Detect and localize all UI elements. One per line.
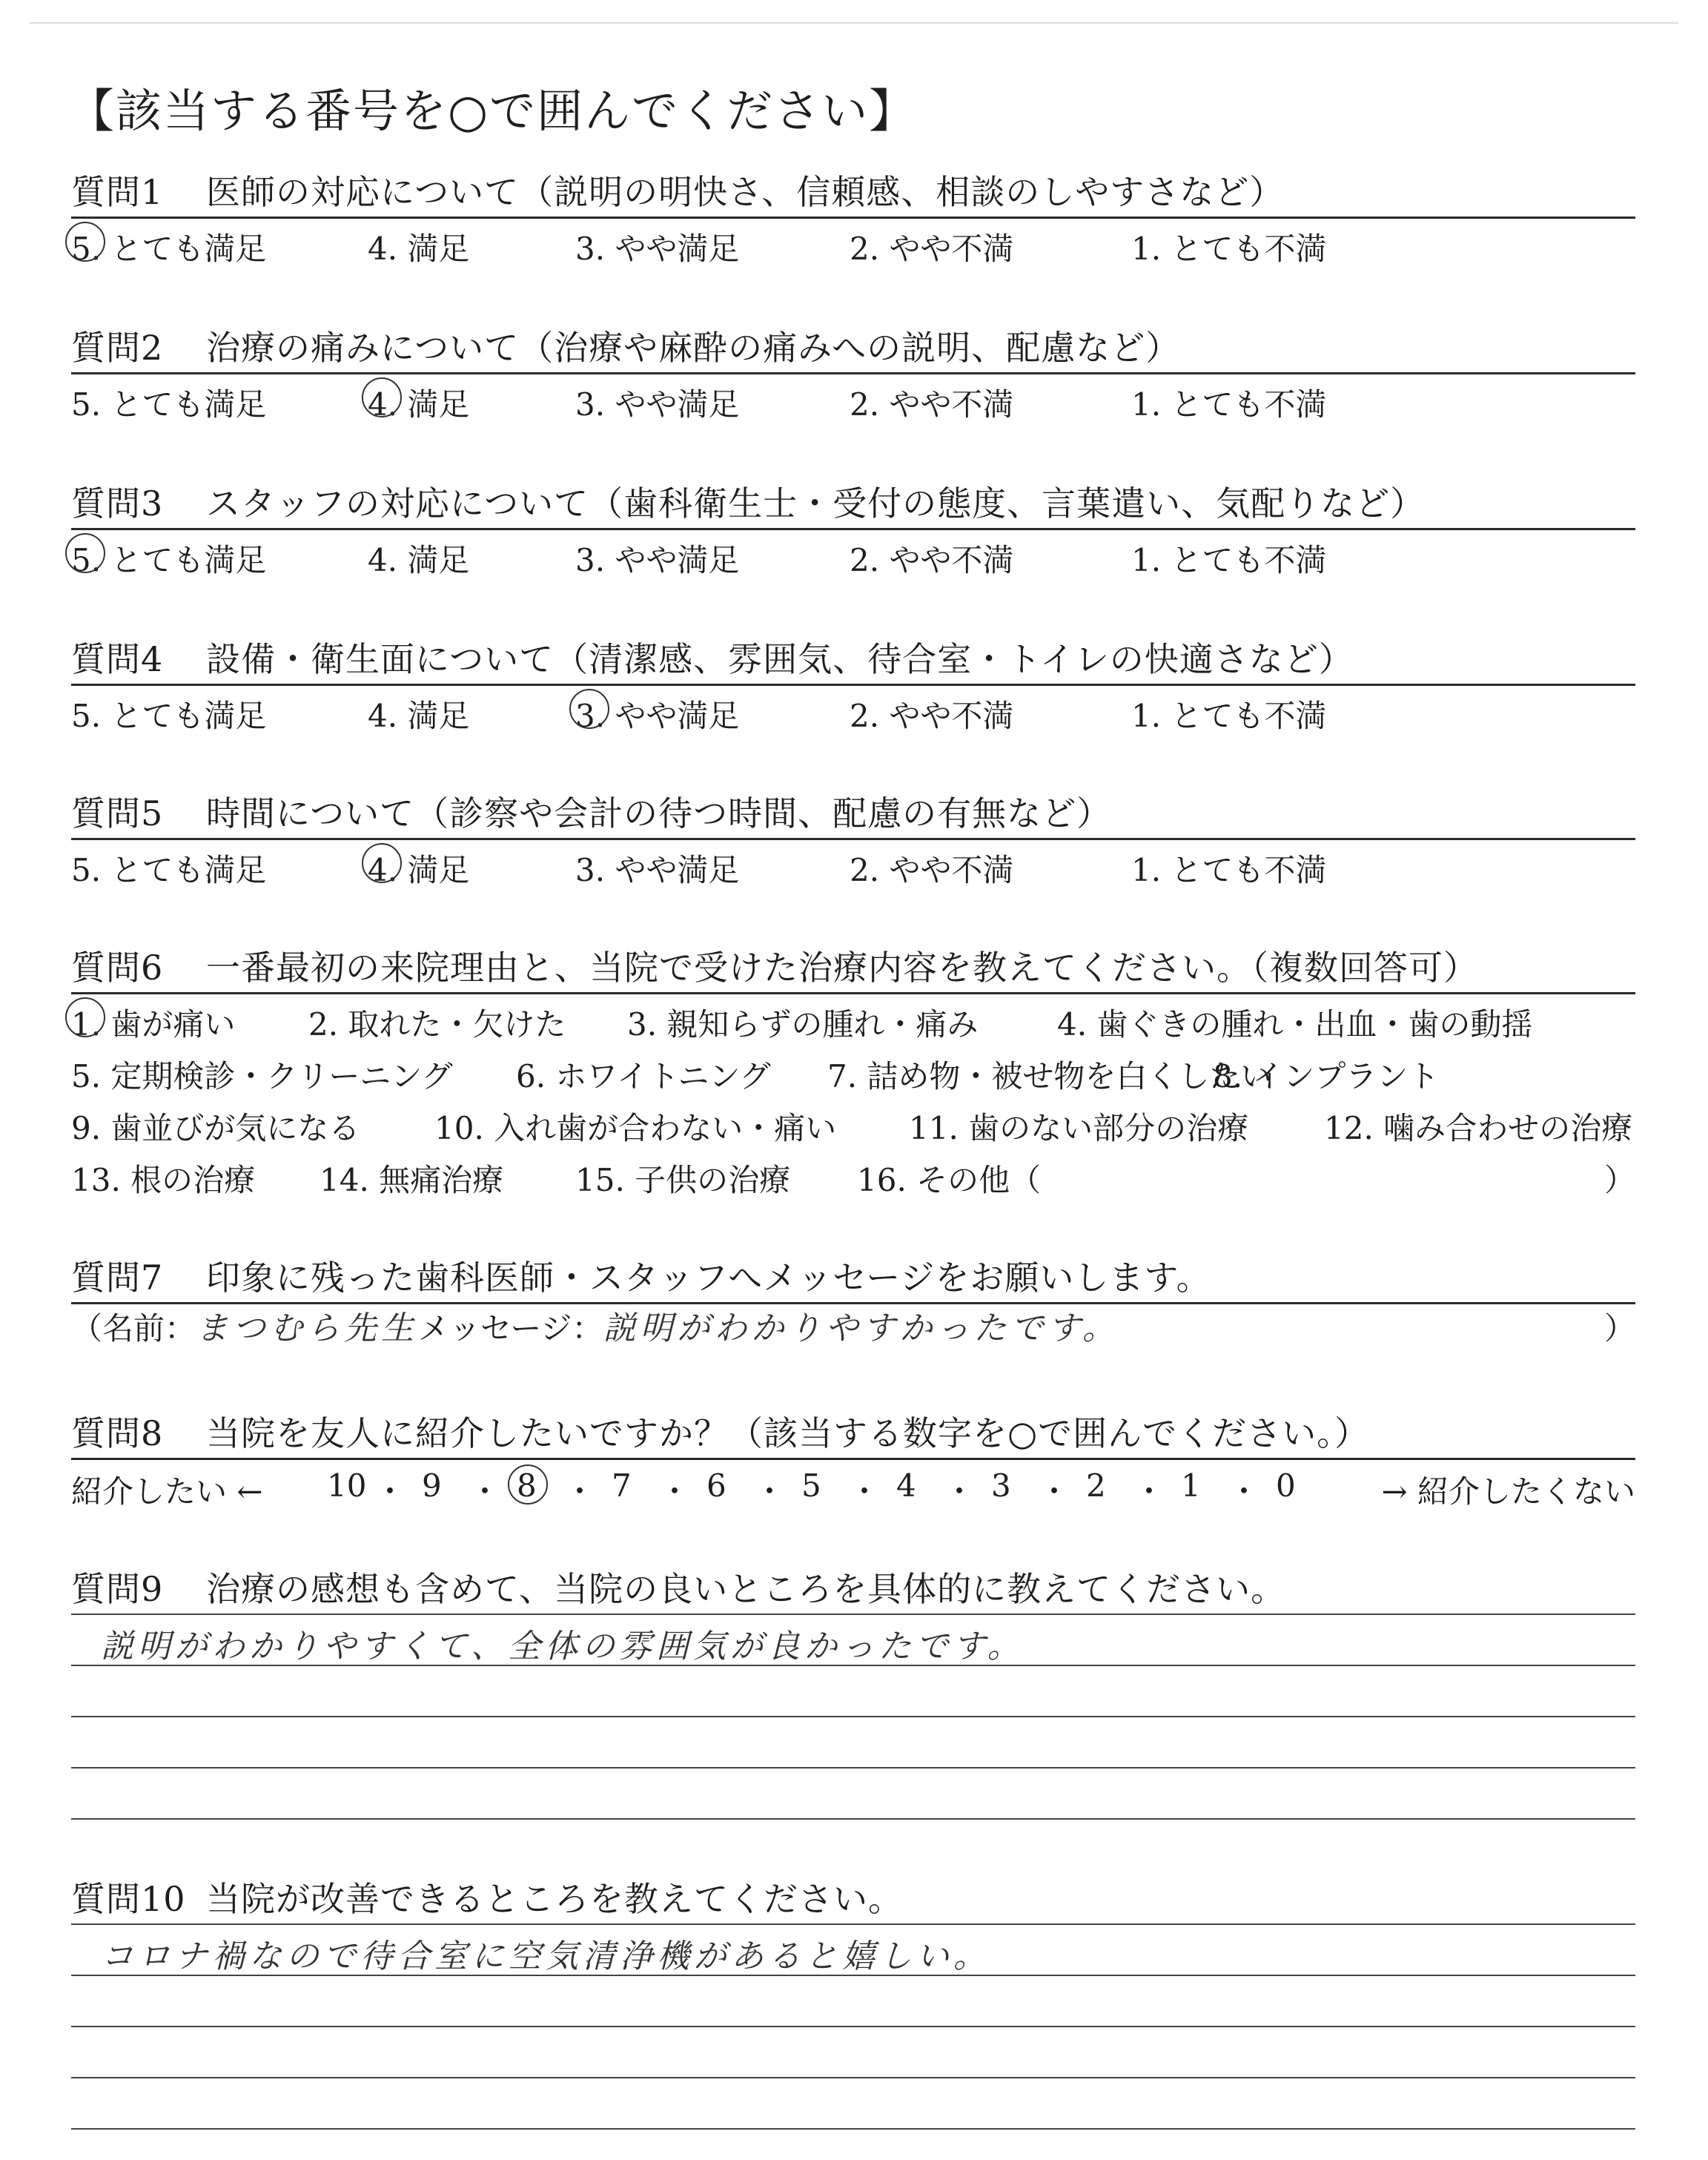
rating-option-label: 5. とても満足 bbox=[71, 231, 267, 267]
rating-option[interactable] bbox=[575, 380, 739, 425]
question-text: 当院を友人に紹介したいですか？（該当する数字を○で囲んでください。） bbox=[206, 1413, 1370, 1453]
rating-option-label: 1. とても不満 bbox=[1131, 231, 1327, 267]
scale-value[interactable]: 2 bbox=[1086, 1467, 1106, 1504]
question-text: 一番最初の来院理由と、当院で受けた治療内容を教えてください。（複数回答可） bbox=[206, 948, 1478, 988]
reason-option-label: 5. 定期検診・クリーニング bbox=[71, 1058, 453, 1094]
recommend-scale bbox=[71, 1460, 1635, 1512]
question-text: スタッフの対応について（歯科衛生士・受付の態度、言葉遣い、気配りなど） bbox=[206, 483, 1426, 524]
rating-option[interactable] bbox=[71, 380, 266, 425]
selected-circle-mark bbox=[65, 533, 105, 573]
answer-line-3[interactable] bbox=[71, 1717, 1635, 1768]
rating-option-label: 4. 満足 bbox=[368, 386, 470, 423]
reason-option-label: 16. その他（ bbox=[857, 1162, 1042, 1198]
rating-option[interactable] bbox=[1131, 380, 1326, 425]
selected-circle-mark bbox=[362, 377, 402, 417]
question-6 bbox=[71, 943, 1635, 1217]
rating-option-label: 2. やや不満 bbox=[850, 542, 1014, 578]
reason-option[interactable] bbox=[71, 1104, 360, 1149]
selected-circle-mark bbox=[362, 843, 402, 883]
close-bracket: ） bbox=[1603, 1162, 1635, 1198]
rating-option[interactable] bbox=[1131, 692, 1326, 736]
message-label: メッセージ： bbox=[418, 1310, 603, 1347]
reason-option-label: 8. インプラント bbox=[1213, 1058, 1440, 1094]
question-number: 質問5 bbox=[71, 793, 164, 833]
scale-value[interactable]: 4 bbox=[896, 1467, 916, 1504]
reason-option-label: 13. 根の治療 bbox=[71, 1162, 256, 1198]
scale-separator: ・ bbox=[564, 1473, 596, 1510]
reason-option-label: 1. 歯が痛い bbox=[71, 1006, 236, 1043]
message-line[interactable] bbox=[71, 1304, 1635, 1353]
question-4 bbox=[71, 635, 1635, 735]
rating-option-label: 2. やや不満 bbox=[850, 231, 1014, 267]
reason-option[interactable] bbox=[827, 1052, 1271, 1097]
rating-option-label: 4. 満足 bbox=[368, 852, 470, 888]
reason-option[interactable] bbox=[308, 1000, 566, 1045]
scale-separator: ・ bbox=[944, 1473, 976, 1510]
rating-option[interactable] bbox=[575, 225, 739, 269]
handwritten-answer[interactable]: コロナ禍なので待合室に空気清浄機があると嬉しい。 bbox=[101, 1938, 990, 1975]
rating-option-label: 5. とても満足 bbox=[71, 542, 267, 578]
reason-option-label: 7. 詰め物・被せ物を白くしたい bbox=[827, 1058, 1272, 1094]
reason-option[interactable] bbox=[434, 1104, 836, 1149]
question-9 bbox=[71, 1565, 1635, 1820]
question-text: 当院が改善できるところを教えてください。 bbox=[206, 1879, 903, 1919]
question-1 bbox=[71, 168, 1635, 268]
reason-option[interactable] bbox=[516, 1052, 771, 1097]
reason-option[interactable] bbox=[71, 1000, 235, 1045]
reason-option-label: 3. 親知らずの腫れ・痛み bbox=[627, 1006, 979, 1043]
reason-option-label: 6. ホワイトニング bbox=[516, 1058, 771, 1094]
reason-option[interactable] bbox=[627, 1000, 978, 1045]
reason-option[interactable] bbox=[1213, 1052, 1439, 1097]
reason-option-label: 15. 子供の治療 bbox=[575, 1162, 791, 1198]
scale-separator: ・ bbox=[659, 1473, 691, 1510]
answer-line-2[interactable] bbox=[71, 1666, 1635, 1717]
reason-option-label: 11. 歯のない部分の治療 bbox=[909, 1110, 1249, 1146]
name-value[interactable]: まつむら先生 bbox=[196, 1309, 419, 1347]
rating-option[interactable] bbox=[850, 692, 1013, 736]
rating-option[interactable] bbox=[71, 536, 266, 581]
answer-line-1[interactable] bbox=[71, 1614, 1635, 1666]
scale-separator: ・ bbox=[1039, 1473, 1070, 1510]
reason-option[interactable] bbox=[1324, 1104, 1632, 1149]
rating-option-label: 5. とても満足 bbox=[71, 852, 267, 888]
question-text: 治療の感想も含めて、当院の良いところを具体的に教えてください。 bbox=[206, 1569, 1286, 1609]
rating-option-label: 4. 満足 bbox=[368, 698, 470, 734]
scale-value[interactable]: 5 bbox=[801, 1467, 821, 1504]
rating-option-label: 3. やや満足 bbox=[575, 852, 740, 888]
question-number: 質問7 bbox=[71, 1258, 164, 1298]
name-label: （名前： bbox=[71, 1310, 196, 1347]
reason-option[interactable] bbox=[71, 1052, 453, 1097]
reason-option-label: 9. 歯並びが気になる bbox=[71, 1110, 360, 1146]
scale-value[interactable]: 0 bbox=[1276, 1467, 1296, 1504]
rating-option[interactable] bbox=[368, 225, 469, 269]
selected-circle-mark bbox=[65, 997, 105, 1037]
rating-option[interactable] bbox=[368, 380, 469, 425]
rating-option-label: 4. 満足 bbox=[368, 542, 470, 578]
message-value[interactable]: 説明がわかりやすかったです。 bbox=[603, 1309, 1119, 1347]
question-number: 質問2 bbox=[71, 328, 164, 368]
answer-line-3[interactable] bbox=[71, 2027, 1635, 2078]
question-text: 設備・衛生面について（清潔感、雰囲気、待合室・トイレの快適さなど） bbox=[206, 639, 1354, 679]
reason-option-label: 14. 無痛治療 bbox=[320, 1162, 504, 1198]
answer-line-4[interactable] bbox=[71, 1768, 1635, 1820]
page-top-rule bbox=[30, 22, 1678, 24]
question-text: 治療の痛みについて（治療や麻酔の痛みへの説明、配慮など） bbox=[206, 328, 1181, 368]
reason-option[interactable] bbox=[71, 1156, 255, 1200]
rating-options bbox=[71, 374, 1635, 423]
rating-option[interactable] bbox=[850, 225, 1013, 269]
rating-option-label: 2. やや不満 bbox=[850, 852, 1014, 888]
question-number: 質問10 bbox=[71, 1879, 186, 1919]
question-5 bbox=[71, 789, 1635, 889]
question-text: 時間について（診察や会計の待つ時間、配慮の有無など） bbox=[206, 793, 1112, 833]
question-number: 質問3 bbox=[71, 483, 164, 524]
page-header: 【該当する番号を○で囲んでください】 bbox=[68, 84, 917, 138]
rating-options bbox=[71, 219, 1635, 268]
scale-value[interactable]: 3 bbox=[991, 1467, 1011, 1504]
scale-value[interactable]: 7 bbox=[612, 1467, 632, 1504]
question-number: 質問1 bbox=[71, 172, 164, 212]
rating-option[interactable] bbox=[575, 692, 739, 736]
rating-option-label: 5. とても満足 bbox=[71, 386, 267, 423]
rating-option-label: 3. やや満足 bbox=[575, 698, 740, 734]
scale-separator: ・ bbox=[1133, 1473, 1165, 1510]
reason-option-label: 2. 取れた・欠けた bbox=[308, 1006, 566, 1043]
question-10 bbox=[71, 1875, 1635, 2130]
answer-line-1[interactable] bbox=[71, 1923, 1635, 1976]
question-number: 質問4 bbox=[71, 639, 164, 679]
reason-option[interactable] bbox=[857, 1156, 1041, 1200]
rating-option[interactable] bbox=[850, 380, 1013, 425]
rating-options bbox=[71, 530, 1635, 579]
rating-option-label: 3. やや満足 bbox=[575, 386, 740, 423]
reason-option-label: 4. 歯ぐきの腫れ・出血・歯の動揺 bbox=[1057, 1006, 1533, 1043]
rating-options bbox=[71, 840, 1635, 889]
question-number: 質問9 bbox=[71, 1569, 164, 1609]
rating-option[interactable] bbox=[1131, 846, 1326, 891]
rating-option[interactable] bbox=[368, 846, 469, 891]
answer-line-2[interactable] bbox=[71, 1976, 1635, 2027]
rating-option[interactable] bbox=[575, 536, 739, 581]
rating-option[interactable] bbox=[575, 846, 739, 891]
reason-option-label: 10. 入れ歯が合わない・痛い bbox=[434, 1110, 837, 1146]
rating-option[interactable] bbox=[1131, 536, 1326, 581]
rating-option-label: 5. とても満足 bbox=[71, 698, 267, 734]
rating-option-label: 2. やや不満 bbox=[850, 386, 1014, 423]
scale-right-label: → 紹介したくない bbox=[1381, 1473, 1635, 1510]
scale-separator: ・ bbox=[374, 1473, 406, 1510]
question-3 bbox=[71, 479, 1635, 579]
rating-option[interactable] bbox=[850, 536, 1013, 581]
reason-option-label: 12. 噛み合わせの治療 bbox=[1324, 1110, 1633, 1146]
rating-option-label: 1. とても不満 bbox=[1131, 698, 1327, 734]
question-7 bbox=[71, 1253, 1635, 1353]
rating-option[interactable] bbox=[368, 692, 469, 736]
rating-option-label: 3. やや満足 bbox=[575, 231, 740, 267]
scale-separator: ・ bbox=[469, 1473, 501, 1510]
close-bracket: ） bbox=[1603, 1310, 1635, 1347]
rating-option[interactable] bbox=[71, 225, 266, 269]
selected-circle-mark bbox=[508, 1464, 548, 1505]
handwritten-answer[interactable]: 説明がわかりやすくて、全体の雰囲気が良かったです。 bbox=[101, 1628, 1025, 1665]
answer-line-4[interactable] bbox=[71, 2078, 1635, 2130]
question-2 bbox=[71, 323, 1635, 423]
question-number: 質問6 bbox=[71, 948, 164, 988]
question-8 bbox=[71, 1409, 1635, 1512]
rating-options bbox=[71, 686, 1635, 735]
scale-separator: ・ bbox=[1228, 1473, 1260, 1510]
rating-option-label: 1. とても不満 bbox=[1131, 542, 1327, 578]
rating-option[interactable] bbox=[71, 692, 266, 736]
rating-option[interactable] bbox=[368, 536, 469, 581]
scale-value[interactable]: 6 bbox=[706, 1467, 726, 1504]
reason-option[interactable] bbox=[575, 1156, 790, 1200]
scale-left-label: 紹介したい ← bbox=[71, 1473, 263, 1510]
rating-option-label: 1. とても不満 bbox=[1131, 852, 1327, 888]
rating-option[interactable] bbox=[71, 846, 266, 891]
selected-circle-mark bbox=[569, 689, 609, 729]
reason-option[interactable] bbox=[909, 1104, 1248, 1149]
question-text: 印象に残った歯科医師・スタッフへメッセージをお願いします。 bbox=[206, 1258, 1211, 1298]
question-number: 質問8 bbox=[71, 1413, 164, 1453]
rating-option-label: 1. とても不満 bbox=[1131, 386, 1327, 423]
scale-value[interactable]: 10 bbox=[327, 1467, 367, 1504]
selected-circle-mark bbox=[65, 222, 105, 262]
scale-value[interactable]: 1 bbox=[1181, 1467, 1201, 1504]
rating-option[interactable] bbox=[850, 846, 1013, 891]
rating-option-label: 4. 満足 bbox=[368, 231, 470, 267]
rating-option[interactable] bbox=[1131, 225, 1326, 269]
scale-value[interactable]: 9 bbox=[422, 1467, 442, 1504]
question-text: 医師の対応について（説明の明快さ、信頼感、相談のしやすさなど） bbox=[206, 172, 1285, 212]
rating-option-label: 3. やや満足 bbox=[575, 542, 740, 578]
scale-separator: ・ bbox=[754, 1473, 786, 1510]
rating-option-label: 2. やや不満 bbox=[850, 698, 1014, 734]
reason-option[interactable] bbox=[1057, 1000, 1532, 1045]
scale-value[interactable]: 8 bbox=[517, 1467, 537, 1504]
scale-separator: ・ bbox=[849, 1473, 881, 1510]
reason-options bbox=[71, 994, 1635, 1217]
reason-option[interactable] bbox=[320, 1156, 503, 1200]
